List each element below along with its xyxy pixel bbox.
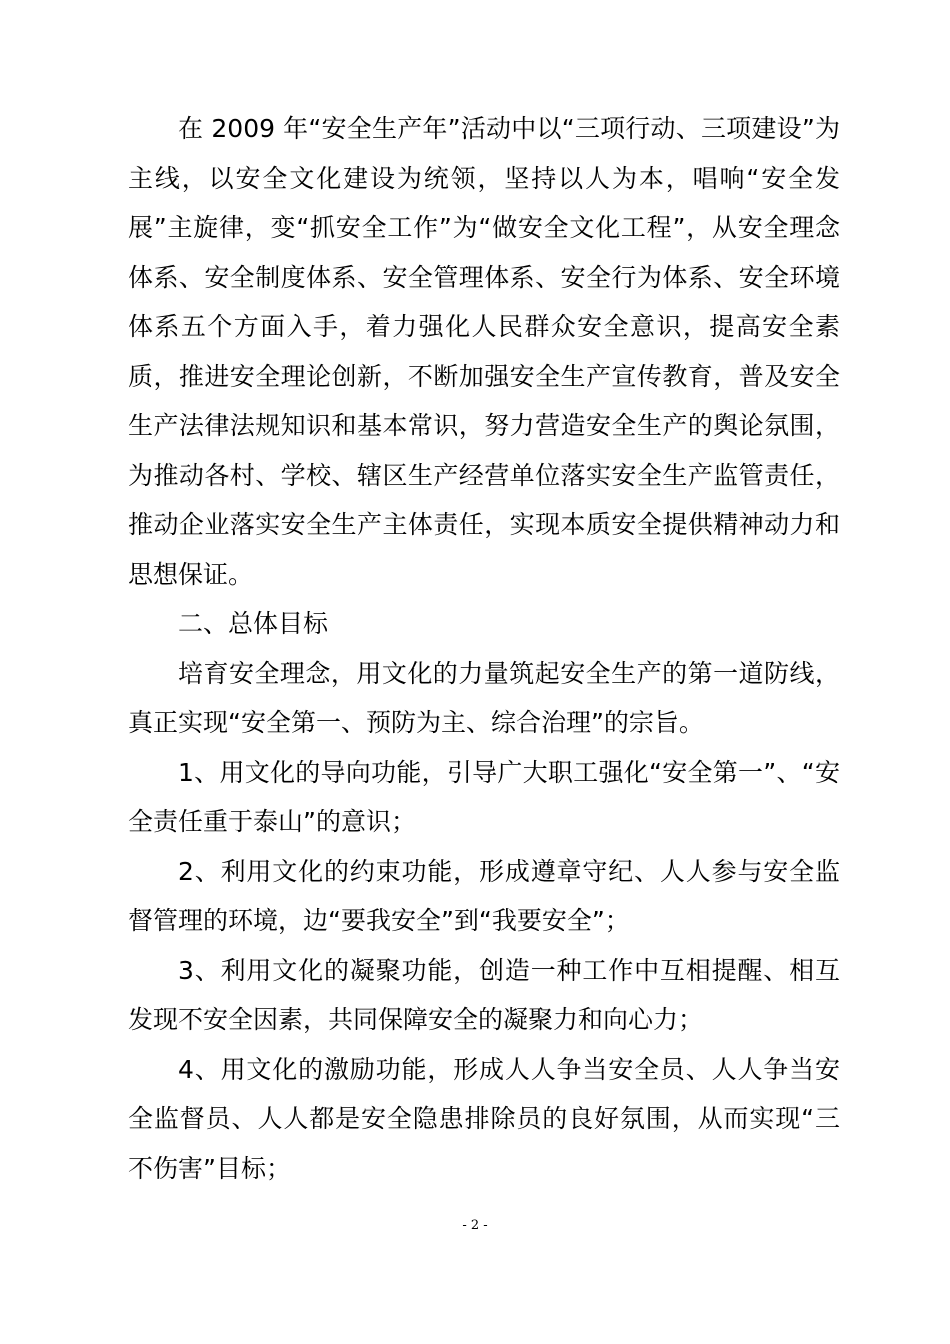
paragraph-item-4: 4、用文化的激励功能，形成人人争当安全员、人人争当安全监督员、人人都是安全隐患排除员的良好氛围，从而实现“三不伤害”目标； — [128, 1054, 840, 1183]
paragraph-intro: 在 2009 年“安全生产年”活动中以“三项行动、三项建设”为主线，以安全文化建设为统领，坚持以人为本，唱响“安全发展”主旋律，变“抓安全工作”为“做安全文化工程”，从安全理念体系、安全制度体系、安全管理体系、安全行为体系、安全环境体系五个方面入手，着力强化人民群众安全意识，提高安全素质，推进安全理论创新，不断加强安全生产宣传教育，普及安全生产法律法规知识和基本常识，努力营造安全生产的舆论氛围，为推动各村、学校、辖区生产经营单位落实安全生产监管责任，推动企业落实安全生产主体责任，实现本质安全提供精神动力和思想保证。 — [128, 114, 840, 589]
paragraph-item-3: 3、利用文化的凝聚功能，创造一种工作中互相提醒、相互发现不安全因素，共同保障安全的凝聚力和向心力； — [128, 955, 840, 1034]
section-heading-overall-goals: 二、总体目标 — [178, 609, 329, 638]
document-body — [128, 104, 840, 1193]
paragraph-item-2: 2、利用文化的约束功能，形成遵章守纪、人人参与安全监督管理的环境，边“要我安全”到“我要安全”； — [128, 856, 840, 935]
paragraph-item-1: 1、用文化的导向功能，引导广大职工强化“安全第一”、“安全责任重于泰山”的意识； — [128, 757, 840, 836]
paragraph-goal-summary: 培育安全理念，用文化的力量筑起安全生产的第一道防线，真正实现“安全第一、预防为主、综合治理”的宗旨。 — [128, 658, 840, 737]
page-number: - 2 - — [462, 1218, 488, 1233]
